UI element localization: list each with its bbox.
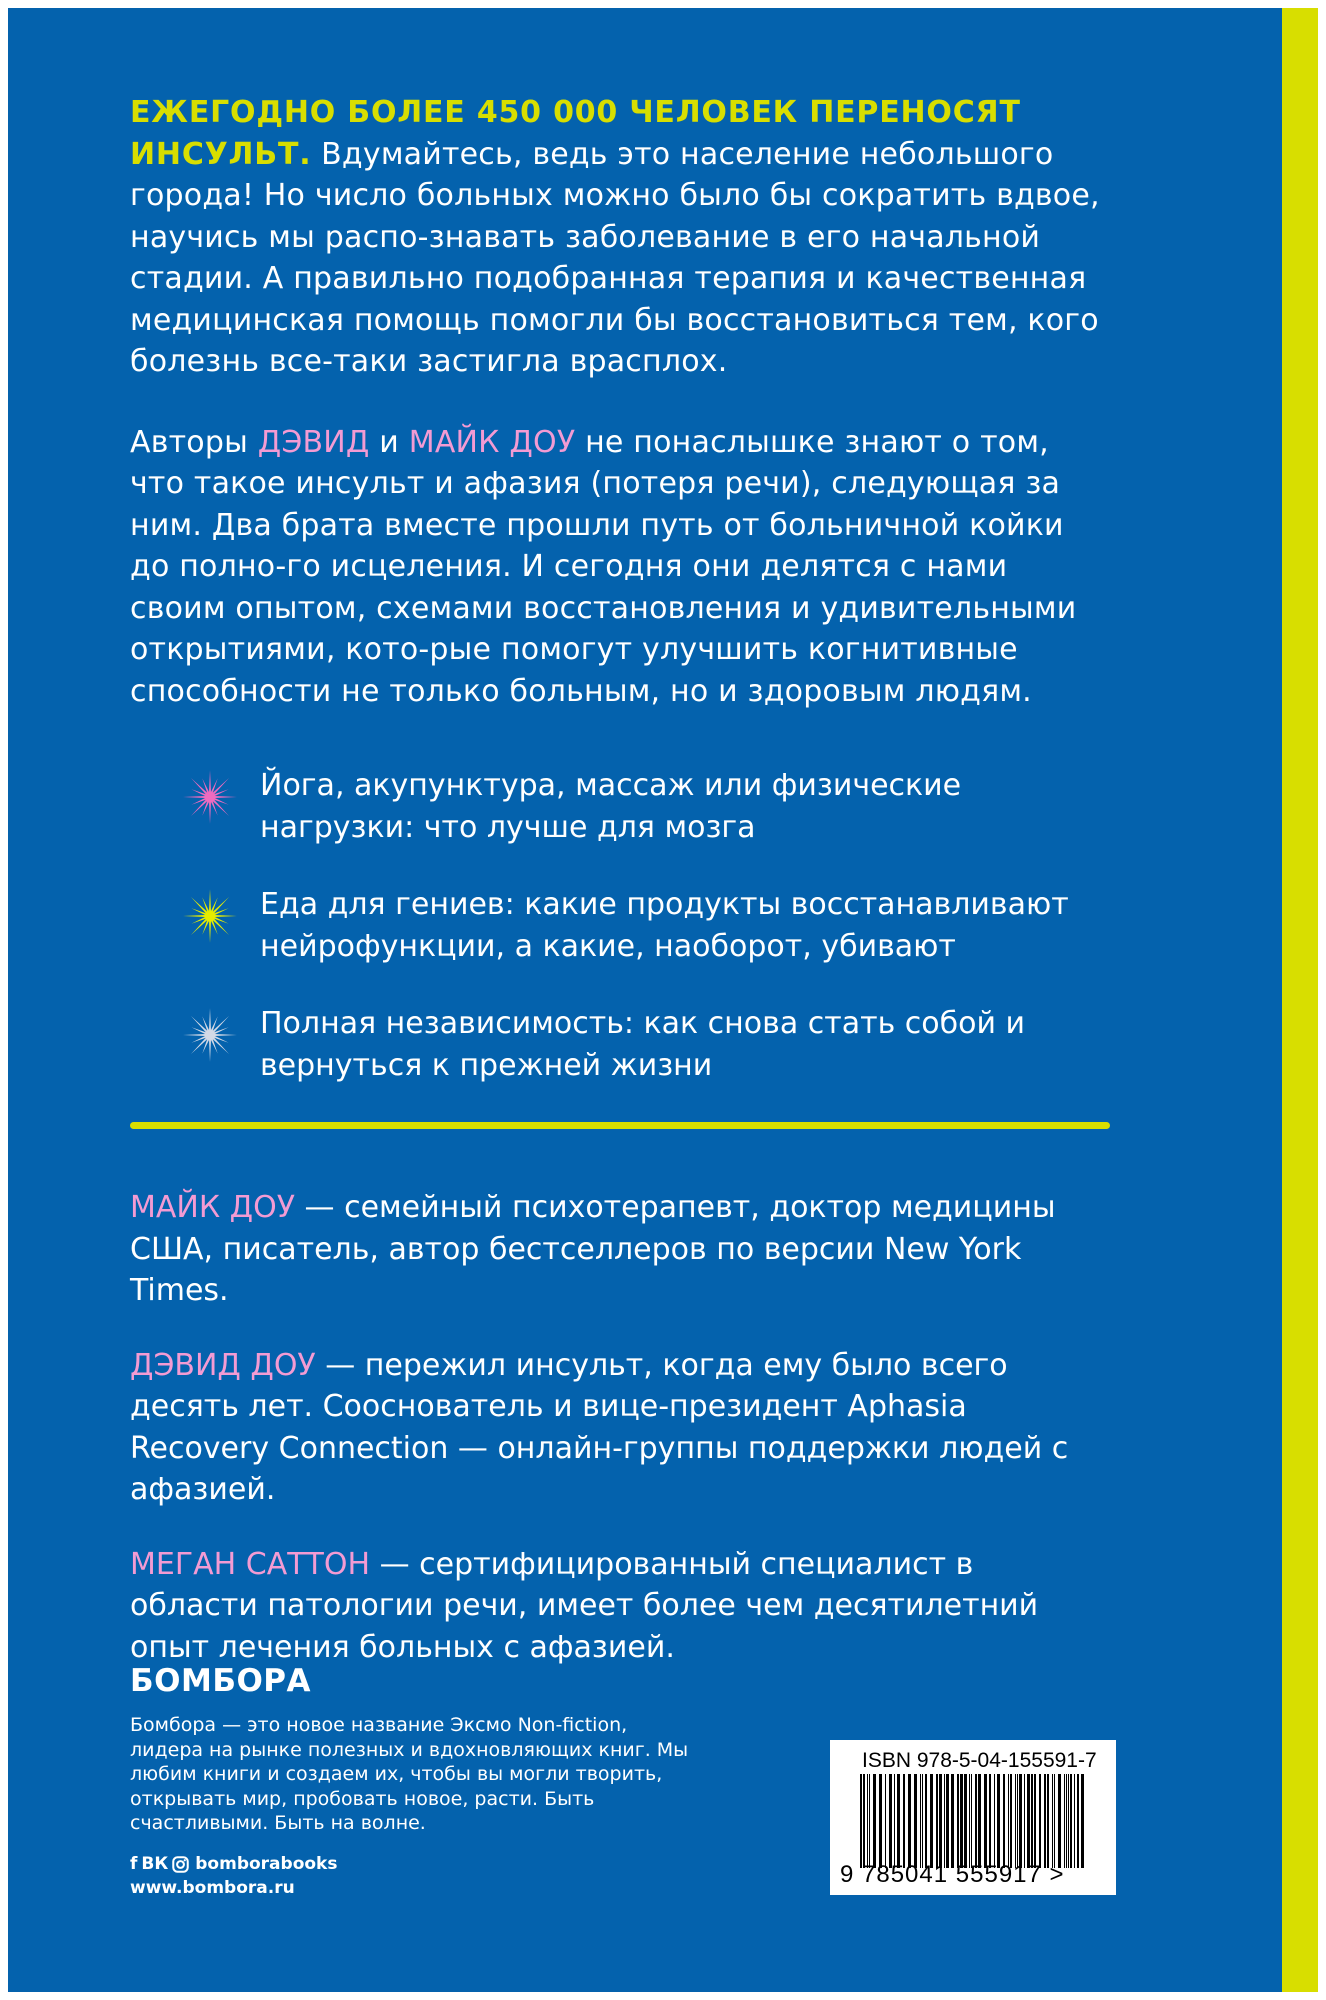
feature-text: Полная независимость: как снова стать собой и вернуться к прежней жизни bbox=[260, 1006, 1026, 1083]
pink-star-icon bbox=[182, 769, 238, 825]
authors-conj: и bbox=[369, 424, 409, 460]
authors-rest: не понаслышке знают о том, что такое инсульт и афазия (потеря речи), следующая за ним. Два брата вместе прошли путь от больничной койки до полно-го исцеления. И сегодня они делятся с нами своим опытом, схемами восстановления и удивительными открытиями, кото-рые помогут улучшить когнитивные способности не только больным, но и здоровым людям. bbox=[130, 424, 1077, 709]
author-bios bbox=[130, 1187, 1110, 1668]
authors-paragraph bbox=[130, 422, 1110, 713]
silver-star-icon bbox=[182, 1007, 238, 1063]
isbn-label: ISBN 978-5-04-155591-7 bbox=[862, 1749, 1097, 1772]
bio-megan bbox=[130, 1544, 1110, 1669]
spine-strip bbox=[1282, 8, 1318, 1992]
yellow-star-icon bbox=[182, 888, 238, 944]
publisher-website[interactable]: www.bombora.ru bbox=[130, 1878, 295, 1898]
section-divider bbox=[130, 1122, 1110, 1129]
feature-text: Йога, акупунктура, массаж или физические нагрузки: что лучше для мозга bbox=[260, 768, 962, 845]
social-links bbox=[130, 1854, 337, 1874]
barcode bbox=[860, 1774, 1084, 1868]
social-icons bbox=[130, 1854, 189, 1874]
feature-list bbox=[130, 765, 1110, 1086]
publisher-description: Бомбора — это новое название Эксмо Non-fiction, лидера на рынке полезных и вдохновляющих книг. Мы любим книги и создаем их, чтобы вы могли творить, открывать мир, пробовать новое, расти. Быть счастливыми. Быть на волне. bbox=[130, 1714, 689, 1835]
vk-icon[interactable]: ВК bbox=[141, 1854, 169, 1874]
facebook-icon[interactable]: f bbox=[130, 1854, 138, 1874]
bio-text: — семейный психотерапевт, доктор медицины США, писатель, автор бестселлеров по версии New York Times. bbox=[130, 1190, 1056, 1308]
isbn-barcode-box bbox=[830, 1740, 1116, 1895]
intro-body: Вдумайтесь, ведь это население небольшого города! Но число больных можно было бы сократить вдвое, научись мы распо-знавать заболевание в его начальной стадии. А правильно подобранная терапия и качественная медицинская помощь помогли бы восстановиться тем, кого болезнь все-таки застигла врасплох. bbox=[130, 136, 1100, 379]
authors-prefix: Авторы bbox=[130, 424, 258, 460]
publisher-logo: БОМБОРА bbox=[130, 1663, 312, 1699]
author-name-david: ДЭВИД bbox=[257, 424, 370, 460]
bio-text: — пережил инсульт, когда ему было всего десять лет. Сооснователь и вице-президент Aphasia Recovery Connection — онлайн-группы поддержки людей с афазией. bbox=[130, 1347, 1069, 1507]
bio-text: — сертифицированный специалист в области патологии речи, имеет более чем десятилетний опыт лечения больных с афазией. bbox=[130, 1546, 1039, 1665]
bio-name: МЕГАН САТТОН bbox=[130, 1546, 371, 1582]
feature-item bbox=[260, 765, 1110, 848]
bio-name: МАЙК ДОУ bbox=[130, 1190, 296, 1225]
cover-content bbox=[130, 92, 1110, 1701]
bio-name: ДЭВИД ДОУ bbox=[130, 1347, 316, 1383]
feature-item bbox=[260, 1003, 1110, 1086]
intro-paragraph bbox=[130, 92, 1110, 383]
barcode-digits: 9 785041 555917 > bbox=[840, 1861, 1065, 1888]
feature-item bbox=[260, 884, 1110, 967]
intro-highlight: ЕЖЕГОДНО БОЛЕЕ 450 000 ЧЕЛОВЕК ПЕРЕНОСЯТ ИНСУЛЬТ. bbox=[130, 95, 1021, 172]
author-name-mike: МАЙК ДОУ bbox=[408, 424, 576, 460]
feature-text: Еда для гениев: какие продукты восстанавливают нейрофункции, а какие, наоборот, убивают bbox=[260, 887, 1069, 964]
bio-david bbox=[130, 1345, 1110, 1511]
bio-mike bbox=[130, 1187, 1110, 1312]
instagram-icon[interactable] bbox=[172, 1856, 189, 1873]
social-handle[interactable]: bomborabooks bbox=[195, 1854, 338, 1874]
